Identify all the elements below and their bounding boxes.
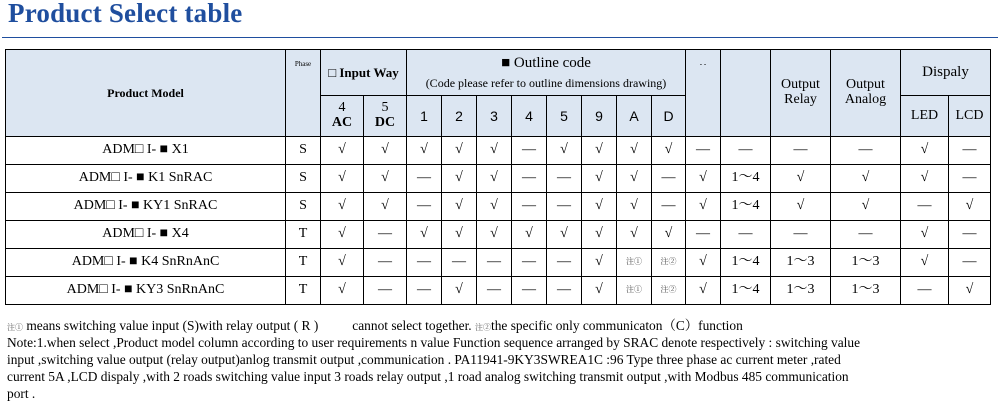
header-relay-count (721, 50, 771, 137)
table-cell: √ (364, 165, 407, 193)
table-cell: √ (407, 221, 442, 249)
table-cell: — (831, 221, 901, 249)
table-cell: 1～3 (831, 249, 901, 277)
table-cell: — (949, 165, 991, 193)
table-cell: √ (617, 193, 652, 221)
table-cell: 注① (617, 277, 652, 305)
table-cell: √ (547, 221, 582, 249)
table-cell: √ (442, 277, 477, 305)
table-cell: √ (831, 165, 901, 193)
table-cell: 1～4 (721, 165, 771, 193)
table-cell: √ (771, 193, 831, 221)
table-cell: √ (831, 193, 901, 221)
table-cell: — (512, 277, 547, 305)
title-underline (2, 37, 998, 38)
table-cell: — (686, 221, 721, 249)
table-cell: √ (949, 193, 991, 221)
table-cell: 1～4 (721, 193, 771, 221)
table-cell: √ (582, 165, 617, 193)
table-cell: √ (949, 277, 991, 305)
table-cell: √ (364, 137, 407, 165)
note-1-text: means switching value input (S)with relay output ( R ) (23, 318, 319, 333)
table-cell: — (407, 165, 442, 193)
table-cell: — (512, 137, 547, 165)
table-cell: √ (442, 221, 477, 249)
phase-cell: S (286, 165, 321, 193)
table-cell: 注② (652, 277, 686, 305)
table-row (6, 277, 991, 305)
outline-code-title: ■ Outline code (501, 54, 591, 71)
header-outline-code (407, 50, 686, 96)
table-cell: √ (547, 137, 582, 165)
table-row (6, 137, 991, 165)
table-cell: √ (512, 221, 547, 249)
table-cell: √ (442, 193, 477, 221)
table-cell: √ (686, 165, 721, 193)
table-cell: 注② (652, 249, 686, 277)
table-cell: — (477, 277, 512, 305)
page-title: Product Select table (8, 0, 243, 28)
table-cell: 1～4 (721, 277, 771, 305)
table-cell: √ (442, 137, 477, 165)
phase-cell: S (286, 137, 321, 165)
table-cell: 1～4 (721, 249, 771, 277)
table-row (6, 193, 991, 221)
table-cell: — (721, 221, 771, 249)
product-model-cell: ADM□ I- ■ KY1 SnRAC (6, 193, 286, 221)
table-cell: — (901, 193, 949, 221)
table-cell: — (512, 165, 547, 193)
footnote-mark-1: 注① (7, 323, 23, 332)
table-cell: √ (617, 137, 652, 165)
table-cell: — (949, 137, 991, 165)
table-cell: √ (321, 137, 364, 165)
table-cell: — (442, 249, 477, 277)
phase-cell: S (286, 193, 321, 221)
table-cell: — (771, 137, 831, 165)
table-cell: √ (901, 137, 949, 165)
table-cell: √ (686, 193, 721, 221)
header-input-ac: 4 AC (321, 96, 364, 137)
table-cell: √ (477, 221, 512, 249)
table-cell: √ (582, 193, 617, 221)
table-cell: — (686, 137, 721, 165)
table-cell: — (407, 193, 442, 221)
table-cell: — (949, 249, 991, 277)
outline-code-subtitle: (Code please refer to outline dimensions drawing) (425, 75, 667, 90)
note-line-5: port . (7, 386, 36, 401)
table-cell: √ (901, 221, 949, 249)
table-cell: — (512, 193, 547, 221)
note-2-text: the specific only communicaton（C）function (491, 318, 743, 333)
table-cell: √ (321, 277, 364, 305)
header-phase: Phase (286, 50, 321, 137)
phase-cell: T (286, 221, 321, 249)
table-cell: √ (582, 137, 617, 165)
phase-cell: T (286, 249, 321, 277)
header-code-9: 9 (582, 96, 617, 137)
header-row-top (6, 50, 991, 96)
table-cell: 1～3 (771, 277, 831, 305)
product-model-cell: ADM□ I- ■ X1 (6, 137, 286, 165)
table-cell: √ (321, 221, 364, 249)
table-cell: 注① (617, 249, 652, 277)
header-code-3: 3 (477, 96, 512, 137)
table-cell: — (547, 165, 582, 193)
product-model-cell: ADM□ I- ■ K4 SnRnAnC (6, 249, 286, 277)
note-line-4: current 5A ,LCD dispaly ,with 2 roads switching value input 3 roads relay output ,1 road analog switching transmit output ,with Modbus 485 communication (7, 369, 849, 384)
table-cell: √ (321, 249, 364, 277)
header-output-relay: Output Relay (771, 50, 831, 137)
table-cell: — (512, 249, 547, 277)
table-cell: — (364, 221, 407, 249)
product-model-cell: ADM□ I- ■ K1 SnRAC (6, 165, 286, 193)
table-cell: √ (364, 193, 407, 221)
table-cell: √ (901, 165, 949, 193)
table-cell: — (407, 249, 442, 277)
table-cell: — (547, 277, 582, 305)
table-cell: √ (901, 249, 949, 277)
table-cell: √ (686, 277, 721, 305)
table-cell: — (949, 221, 991, 249)
table-cell: — (652, 193, 686, 221)
table-row (6, 165, 991, 193)
table-cell: — (477, 249, 512, 277)
product-model-cell: ADM□ I- ■ KY3 SnRnAnC (6, 277, 286, 305)
table-cell: √ (477, 165, 512, 193)
table-cell: — (901, 277, 949, 305)
table-row (6, 221, 991, 249)
table-cell: √ (617, 165, 652, 193)
table-cell: 1～3 (771, 249, 831, 277)
table-cell: √ (617, 221, 652, 249)
table-cell: — (407, 277, 442, 305)
footnote-mark-2: 注② (475, 323, 492, 332)
table-cell: √ (686, 249, 721, 277)
table-cell: √ (582, 221, 617, 249)
header-lcd: LCD (949, 96, 991, 137)
table-body (6, 137, 991, 305)
header-code-4: 4 (512, 96, 547, 137)
table-cell: — (547, 249, 582, 277)
product-model-cell: ADM□ I- ■ X4 (6, 221, 286, 249)
table-cell: — (364, 277, 407, 305)
table-cell: — (831, 137, 901, 165)
table-cell: — (364, 249, 407, 277)
table-cell: 1～3 (831, 277, 901, 305)
table-cell: — (721, 137, 771, 165)
table-cell: √ (477, 193, 512, 221)
table-cell: √ (321, 165, 364, 193)
table-cell: √ (771, 165, 831, 193)
header-code-a: A (617, 96, 652, 137)
table-cell: √ (582, 277, 617, 305)
header-output-analog: Output Analog (831, 50, 901, 137)
header-code-d: D (652, 96, 686, 137)
note-line-3: input ,switching value output (relay output)anlog transmit output ,communication . PA11941-9KY3SWREA1C :96 Type three phase ac current meter ,rated (7, 352, 841, 367)
header-input-way: □ Input Way (321, 50, 407, 96)
table-cell: √ (477, 137, 512, 165)
header-code-2: 2 (442, 96, 477, 137)
header-input-dc: 5 DC (364, 96, 407, 137)
table-cell: √ (652, 137, 686, 165)
header-led: LED (901, 96, 949, 137)
note-1-text-b: cannot select together. (352, 318, 472, 333)
header-communication: - - (686, 50, 721, 137)
table-row (6, 249, 991, 277)
table-cell: √ (442, 165, 477, 193)
header-product-model: Product Model (6, 50, 286, 137)
header-display: Dispaly (901, 50, 991, 96)
table-cell: — (652, 165, 686, 193)
table-cell: — (547, 193, 582, 221)
table-cell: √ (582, 249, 617, 277)
table-cell: √ (652, 221, 686, 249)
note-line-2: Note:1.when select ,Product model column according to user requirements n value Function sequence arranged by SRAC denote respectively : switching value (7, 335, 861, 350)
table-cell: — (771, 221, 831, 249)
table-cell: √ (321, 193, 364, 221)
table-cell: √ (407, 137, 442, 165)
header-code-1: 1 (407, 96, 442, 137)
product-select-table (5, 49, 991, 305)
phase-cell: T (286, 277, 321, 305)
header-code-5: 5 (547, 96, 582, 137)
